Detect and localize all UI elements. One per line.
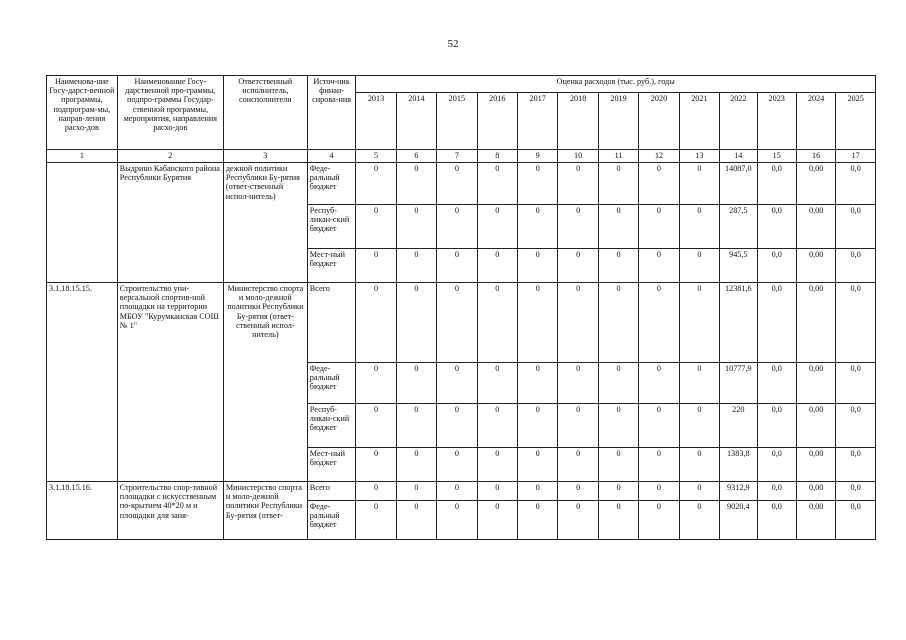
value-cell: 0: [477, 205, 517, 249]
value-cell: 0: [598, 404, 638, 448]
value-cell: 0: [477, 163, 517, 205]
value-cell: 0: [437, 249, 477, 283]
page-number: 52: [447, 38, 459, 50]
header-year: 2023: [757, 93, 796, 150]
value-cell: 0,0: [836, 363, 876, 404]
header-program: Наименова-ние Госу-дарст-венной программы, подпрограм-мы, направ-ления расхо-дов: [47, 76, 118, 150]
value-cell: 0: [598, 249, 638, 283]
column-number: 16: [796, 150, 835, 163]
value-cell: 0: [356, 501, 396, 540]
value-cell: 0: [679, 363, 719, 404]
column-number: 3: [223, 150, 307, 163]
column-number: 6: [396, 150, 436, 163]
value-cell: 9020,4: [720, 501, 757, 540]
value-cell: 0: [356, 363, 396, 404]
row-executor: Министерство спорта и моло-дежной политики Республики Бу-рятия (ответ-ственный испол-нитель): [223, 283, 307, 482]
value-cell: 0: [558, 482, 598, 501]
value-cell: 0: [477, 404, 517, 448]
value-cell: 0,00: [796, 448, 835, 482]
value-cell: 0: [639, 249, 679, 283]
value-cell: 1383,8: [720, 448, 757, 482]
row-code: 3.1.18.15.15.: [47, 283, 118, 482]
value-cell: 0: [356, 283, 396, 363]
column-number: 11: [598, 150, 638, 163]
header-year: 2019: [598, 93, 638, 150]
value-cell: 0: [437, 163, 477, 205]
table-row: [47, 482, 876, 501]
value-cell: 0,00: [796, 482, 835, 501]
value-cell: 0: [437, 363, 477, 404]
value-cell: 0,0: [836, 501, 876, 540]
value-cell: 0: [518, 448, 558, 482]
value-cell: 0: [639, 163, 679, 205]
row-code: [47, 163, 118, 283]
value-cell: 0: [679, 404, 719, 448]
value-cell: 0,0: [757, 404, 796, 448]
value-cell: 0: [356, 482, 396, 501]
value-cell: 0,00: [796, 205, 835, 249]
value-cell: 0: [679, 283, 719, 363]
row-executor: Министерство спорта и моло-дежной политики Республики Бу-рятия (ответ-: [223, 482, 307, 540]
value-cell: 0,0: [836, 482, 876, 501]
value-cell: 0: [437, 448, 477, 482]
value-cell: 0: [679, 448, 719, 482]
value-cell: 0: [396, 205, 436, 249]
value-cell: 0: [396, 163, 436, 205]
value-cell: 0: [356, 448, 396, 482]
funding-source: Всего: [307, 283, 356, 363]
value-cell: 287,5: [720, 205, 757, 249]
value-cell: 0: [518, 482, 558, 501]
value-cell: 0,00: [796, 404, 835, 448]
table-header: [47, 76, 876, 163]
value-cell: 0,0: [757, 363, 796, 404]
funding-source: Мест-ный бюджет: [307, 448, 356, 482]
table-body: [47, 163, 876, 540]
value-cell: 0: [679, 163, 719, 205]
value-cell: 945,5: [720, 249, 757, 283]
value-cell: 0: [639, 404, 679, 448]
value-cell: 0,0: [836, 448, 876, 482]
value-cell: 0,0: [757, 448, 796, 482]
funding-source: Всего: [307, 482, 356, 501]
value-cell: 0,00: [796, 363, 835, 404]
header-year: 2013: [356, 93, 396, 150]
value-cell: 0: [518, 501, 558, 540]
value-cell: 0,0: [757, 249, 796, 283]
row-executor: дежной политики Республики Бу-рятия (ответ-ственный испол-нитель): [223, 163, 307, 283]
value-cell: 0: [558, 404, 598, 448]
value-cell: 0: [518, 249, 558, 283]
value-cell: 0: [396, 363, 436, 404]
value-cell: 0,00: [796, 163, 835, 205]
row-name: Строительство спор-тивной площадки с искусственным по-крытием 40*20 м и площадки для заня-: [117, 482, 223, 540]
value-cell: 0,0: [836, 163, 876, 205]
funding-source: Феде-ральный бюджет: [307, 163, 356, 205]
value-cell: 0: [558, 501, 598, 540]
value-cell: 0: [518, 283, 558, 363]
value-cell: 0,00: [796, 249, 835, 283]
value-cell: 9312,9: [720, 482, 757, 501]
funding-source: Респуб-ликан-ский бюджет: [307, 205, 356, 249]
value-cell: 0: [558, 448, 598, 482]
value-cell: 0: [437, 501, 477, 540]
value-cell: 0: [598, 448, 638, 482]
value-cell: 0: [477, 283, 517, 363]
table-row: [47, 163, 876, 205]
column-number: 14: [720, 150, 757, 163]
header-source: Источ-ник финан-сирова-ния: [307, 76, 356, 150]
column-number: 9: [518, 150, 558, 163]
value-cell: 0: [558, 363, 598, 404]
value-cell: 0: [679, 482, 719, 501]
value-cell: 0: [598, 283, 638, 363]
value-cell: 0: [518, 363, 558, 404]
value-cell: 14087,0: [720, 163, 757, 205]
funding-source: Феде-ральный бюджет: [307, 363, 356, 404]
expenditure-table: [46, 75, 876, 540]
row-name: Выдрино Кабанского района Республики Бурятия: [117, 163, 223, 283]
value-cell: 220: [720, 404, 757, 448]
value-cell: 0: [356, 404, 396, 448]
value-cell: 0: [639, 448, 679, 482]
column-number: 5: [356, 150, 396, 163]
value-cell: 0: [437, 283, 477, 363]
value-cell: 0: [356, 163, 396, 205]
value-cell: 0: [356, 205, 396, 249]
value-cell: 0: [356, 249, 396, 283]
value-cell: 0,00: [796, 283, 835, 363]
row-name: Строительство уни-версальной спортив-ной площадки на территории МБОУ "Курумканская СОШ № 1": [117, 283, 223, 482]
value-cell: 12381,6: [720, 283, 757, 363]
value-cell: 0: [396, 501, 436, 540]
value-cell: 0: [558, 283, 598, 363]
column-number: 17: [836, 150, 876, 163]
header-year: 2025: [836, 93, 876, 150]
value-cell: 0: [639, 205, 679, 249]
value-cell: 0: [477, 363, 517, 404]
funding-source: Мест-ный бюджет: [307, 249, 356, 283]
column-number: 8: [477, 150, 517, 163]
value-cell: 0,0: [836, 249, 876, 283]
column-number: 12: [639, 150, 679, 163]
column-number: 10: [558, 150, 598, 163]
value-cell: 0: [396, 249, 436, 283]
value-cell: 0,0: [757, 501, 796, 540]
value-cell: 0,00: [796, 501, 835, 540]
value-cell: 0: [437, 482, 477, 501]
value-cell: 0: [396, 482, 436, 501]
value-cell: 0,0: [836, 404, 876, 448]
value-cell: 0,0: [757, 205, 796, 249]
column-number: 15: [757, 150, 796, 163]
value-cell: 0: [679, 501, 719, 540]
value-cell: 0: [477, 501, 517, 540]
header-name: Наименование Госу-дарственной про-граммы, подпро-граммы Государ-ственной программы, мероприятия, направления расхо-дов: [117, 76, 223, 150]
value-cell: 0: [598, 163, 638, 205]
row-code: 3.1.18.15.16.: [47, 482, 118, 540]
value-cell: 0: [477, 249, 517, 283]
value-cell: 0: [558, 249, 598, 283]
column-number-row: [47, 150, 876, 163]
value-cell: 0: [639, 363, 679, 404]
table-row: [47, 283, 876, 363]
value-cell: 0: [598, 482, 638, 501]
value-cell: 0,0: [757, 283, 796, 363]
header-year: 2024: [796, 93, 835, 150]
value-cell: 0: [598, 501, 638, 540]
column-number: 13: [679, 150, 719, 163]
column-number: 7: [437, 150, 477, 163]
value-cell: 0,0: [836, 283, 876, 363]
column-number: 1: [47, 150, 118, 163]
value-cell: 0: [437, 205, 477, 249]
value-cell: 0: [558, 205, 598, 249]
header-year: 2021: [679, 93, 719, 150]
column-number: 2: [117, 150, 223, 163]
value-cell: 0: [477, 482, 517, 501]
value-cell: 0,0: [757, 163, 796, 205]
header-year: 2016: [477, 93, 517, 150]
header-year: 2017: [518, 93, 558, 150]
header-year: 2018: [558, 93, 598, 150]
value-cell: 0: [437, 404, 477, 448]
value-cell: 0: [477, 448, 517, 482]
value-cell: 0: [396, 283, 436, 363]
value-cell: 0,0: [836, 205, 876, 249]
value-cell: 10777,9: [720, 363, 757, 404]
funding-source: Феде-ральный бюджет: [307, 501, 356, 540]
value-cell: 0: [598, 205, 638, 249]
header-year: 2020: [639, 93, 679, 150]
value-cell: 0: [679, 205, 719, 249]
value-cell: 0: [639, 283, 679, 363]
header-executor: Ответственный исполнитель, соисполнители: [223, 76, 307, 150]
value-cell: 0: [558, 163, 598, 205]
header-year: 2022: [720, 93, 757, 150]
value-cell: 0: [598, 363, 638, 404]
column-number: 4: [307, 150, 356, 163]
value-cell: 0,0: [757, 482, 796, 501]
value-cell: 0: [396, 404, 436, 448]
header-estimate: Оценка расходов (тыс. руб.), годы: [356, 76, 876, 93]
funding-source: Респуб-ликан-ский бюджет: [307, 404, 356, 448]
value-cell: 0: [518, 163, 558, 205]
header-year: 2015: [437, 93, 477, 150]
header-year: 2014: [396, 93, 436, 150]
value-cell: 0: [396, 448, 436, 482]
value-cell: 0: [639, 501, 679, 540]
value-cell: 0: [518, 404, 558, 448]
value-cell: 0: [518, 205, 558, 249]
value-cell: 0: [639, 482, 679, 501]
value-cell: 0: [679, 249, 719, 283]
